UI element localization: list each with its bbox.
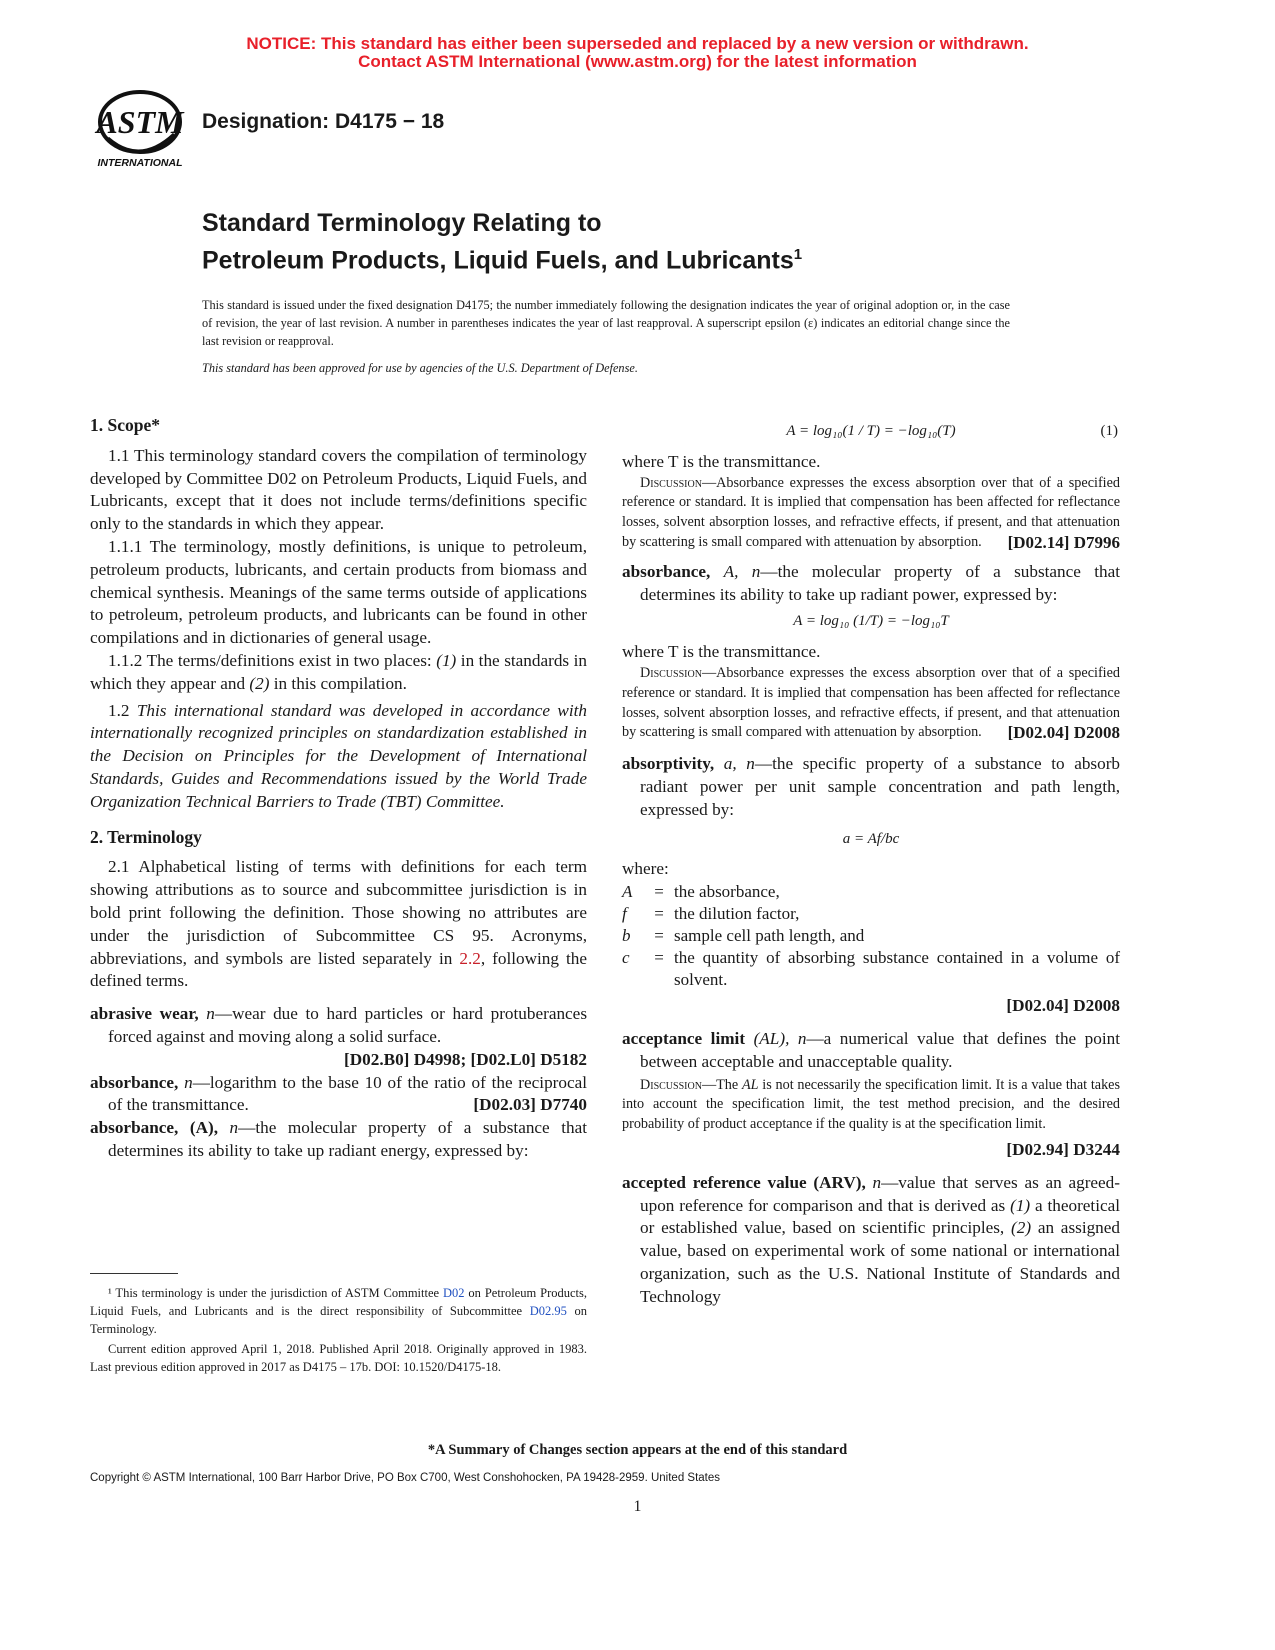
where-3: where: — [622, 859, 669, 879]
discussion-1: Discussion—Absorbance expresses the excess absorption over that of a specified reference or standard. It is implied that compensation has been affected for reflectance losses, solvent absorption losses, and refractive effects, if present, and that attenuation by scattering is small compared with attenuation by absorption. [D02.14] D7996 — [622, 474, 1120, 552]
astm-logo — [88, 88, 194, 168]
summary-of-changes-note: *A Summary of Changes section appears at the end of this standard — [427, 1442, 848, 1458]
where-2: where T is the transmittance. — [622, 642, 821, 662]
term-acceptance-limit: acceptance limit (AL), n—a numerical value that defines the point between acceptable and unacceptable quality. — [622, 1028, 1121, 1071]
equation-2: A = log₁₀ (1/T) = −log₁₀T — [793, 613, 949, 630]
variable-row: c = the quantity of absorbing substance contained in a volume of solvent. — [622, 948, 1120, 990]
document-title — [202, 207, 802, 276]
discussion-3: Discussion—The AL is not necessarily the specification limit. It is a value that takes into account the specification limit, the test method precision, and the desired probability of product acceptance if the quality is at the specification limit. — [622, 1076, 1121, 1133]
section-2-2-link[interactable]: 2.2 — [459, 948, 481, 968]
dod-approval: This standard has been approved for use by agencies of the U.S. Department of Defense. — [202, 361, 638, 375]
right-column — [622, 416, 1120, 1309]
title-line-2: Petroleum Products, Liquid Fuels, and Lubricants — [202, 246, 794, 275]
footnote-rule — [90, 1273, 178, 1274]
term-absorbance-2: absorbance, (A), n—the molecular property of a substance that determines its ability to take up radiant energy, expressed by: — [90, 1118, 587, 1160]
para-1-2: 1.2 This international standard was developed in accordance with internationally recognized principles on standardization established in the Decision on Principles for the Development of International Standards, Guides and Recommendations issued by the World Trade Organization Technical Barriers to Trade (TBT) Committee. — [90, 700, 587, 811]
term-abrasive-wear: abrasive wear, n—wear due to hard particles or hard protuberances forced against and moving along a solid surface. [D02.B0] D4998; [D02.L0] D5182 — [90, 1004, 588, 1069]
left-column — [90, 414, 587, 1163]
term-absorbance-1: absorbance, n—logarithm to the base 10 of the ratio of the reciprocal of the transmittance. [D02.03] D7740 — [90, 1072, 588, 1115]
discussion-2: Discussion—Absorbance expresses the excess absorption over that of a specified reference or standard. It is implied that compensation has been affected for reflectance losses, solvent absorption losses, and refractive effects, if present, and that attenuation by scattering is small compared with attenuation by absorption. [D02.04] D2008 — [622, 664, 1120, 743]
logo-subtext: INTERNATIONAL — [97, 157, 183, 168]
title-footnote-mark: 1 — [793, 246, 803, 263]
subcommittee-d02-95-link[interactable]: D02.95 — [529, 1304, 567, 1318]
variable-row: A = the absorbance, — [622, 882, 780, 902]
variable-table — [622, 881, 1120, 991]
where-1: where T is the transmittance. — [622, 451, 821, 471]
notice-line-2: Contact ASTM International (www.astm.org) for the latest information — [358, 52, 917, 71]
variable-row: f = the dilution factor, — [622, 904, 800, 924]
footnote-edition: Current edition approved April 1, 2018. Published April 2018. Originally approved in 1983. Last previous edition approved in 2017 as D4175 – 17b. DOI: 10.1520/D4175-18. — [90, 1342, 587, 1374]
designation: Designation: D4175 − 18 — [202, 110, 445, 133]
absorptivity-ref: [D02.04] D2008 — [1006, 996, 1120, 1016]
variable-row: b = sample cell path length, and — [622, 926, 865, 946]
term-absorptivity: absorptivity, a, n—the specific property of a substance to absorb radiant power per unit sample concentration and path length, expressed by: — [622, 754, 1121, 819]
intro-paragraph: This standard is issued under the fixed designation D4175; the number immediately following the designation indicates the year of original adoption or, in the case of revision, the year of last revision. A number in parentheses indicates the year of last reapproval. A superscript epsilon (ε) indicates an editorial change since the last revision or reapproval. — [202, 298, 1010, 348]
title-line-1: Standard Terminology Relating to — [202, 209, 602, 237]
para-1-1-1: 1.1.1 The terminology, mostly definitions, is unique to petroleum, petroleum products, lubricants, and certain products from biomass and chemical synthesis. Meanings of the same terms outside of applications to petroleum, petroleum products, and lubricants can be found in other compilations and in dictionaries of general usage. — [90, 536, 587, 648]
acceptance-limit-ref: [D02.94] D3244 — [1006, 1139, 1120, 1159]
notice-line-1: NOTICE: This standard has either been superseded and replaced by a new version or withdrawn. — [246, 34, 1029, 53]
equation-1: A = log₁₀(1 / T) = −log₁₀(T) (1) — [786, 423, 1118, 439]
copyright: Copyright © ASTM International, 100 Barr Harbor Drive, PO Box C700, West Conshohocken, PA 19428-2959. United States — [90, 1472, 721, 1484]
equation-3: a = Af/bc — [842, 830, 900, 847]
committee-d02-link[interactable]: D02 — [442, 1286, 465, 1300]
footnote-1: ¹ This terminology is under the jurisdiction of ASTM Committee D02 on Petroleum Products, Liquid Fuels, and Lubricants and is the direct responsibility of Subcommittee D02.95 on Terminology. — [90, 1286, 587, 1336]
page-number: 1 — [633, 1498, 642, 1515]
para-1-1: 1.1 This terminology standard covers the compilation of terminology developed by Committee D02 on Petroleum Products, Liquid Fuels, and Lubricants, except that it does not include terms/definitions specific only to the standards in which they appear. — [90, 445, 587, 534]
logo-text: ASTM — [96, 104, 184, 140]
terminology-heading: 2. Terminology — [90, 826, 202, 847]
term-absorbance-3: absorbance, A, n—the molecular property of a substance that determines its ability to take up radiant power, expressed by: — [622, 561, 1121, 604]
scope-heading: 1. Scope* — [90, 415, 160, 435]
astm-logo-icon — [88, 88, 194, 168]
para-2-1: 2.1 Alphabetical listing of terms with definitions for each term showing attributions as to source and subcommittee jurisdiction is in bold print following the definition. Those showing no attributes are under the jurisdiction of Subcommittee CS 95. Acronyms, abbreviations, and symbols are listed separately in 2.2, following the defined terms. — [90, 857, 587, 991]
term-accepted-reference-value: accepted reference value (ARV), n—value that serves as an agreed-upon reference for comparison and that is derived as (1) a theoretical or established value, based on scientific principles, (2) an assigned value, based on experimental work of some national or international organization, such as the U.S. National Institute of Standards and Technology — [622, 1172, 1121, 1306]
para-1-1-2: 1.1.2 The terms/definitions exist in two places: (1) in the standards in which they appear and (2) in this compilation. — [90, 650, 588, 693]
